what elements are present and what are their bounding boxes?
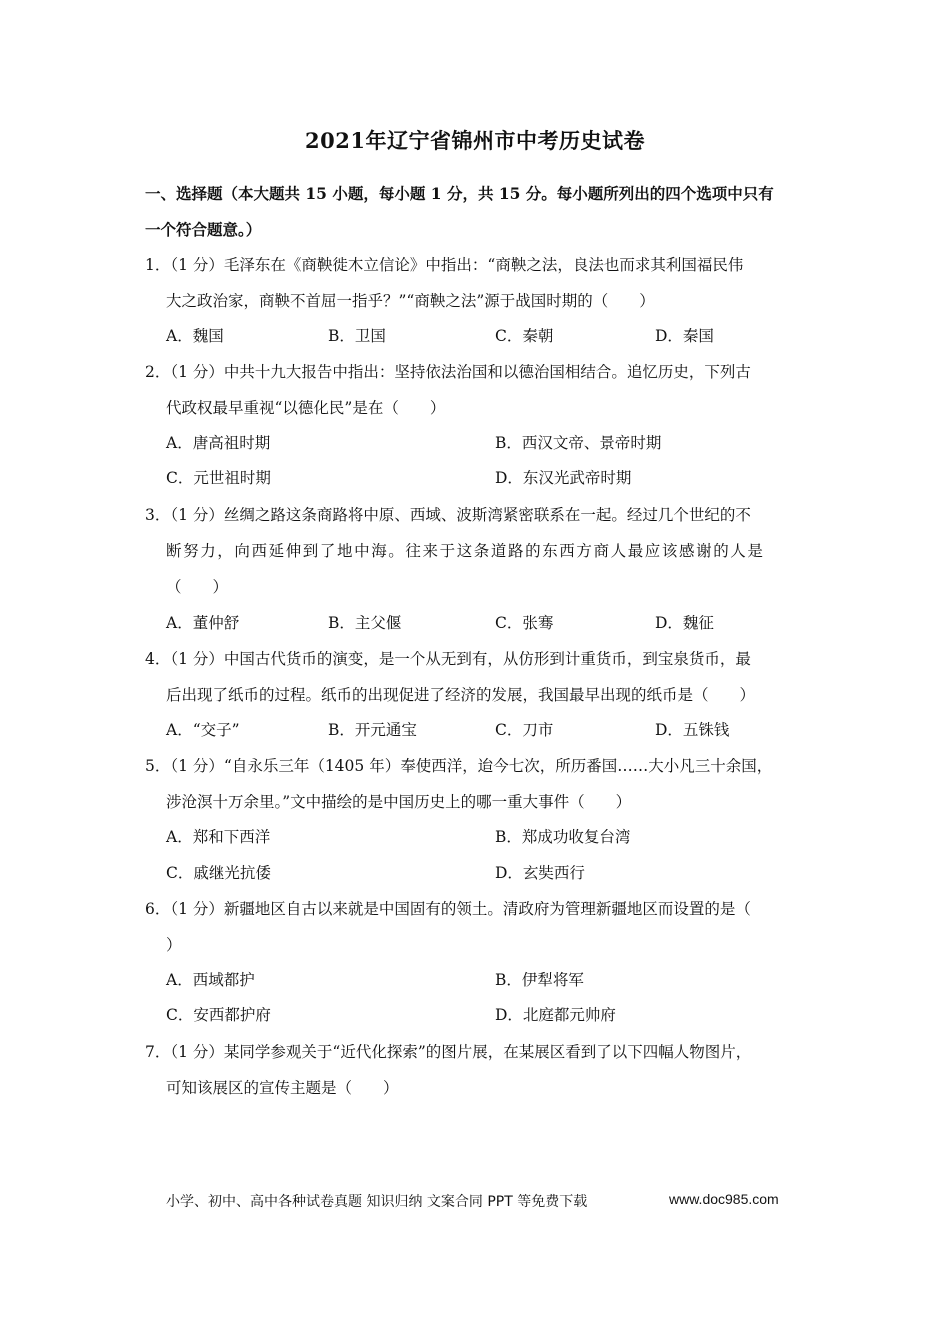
footer-site-link[interactable]: www.doc985.com: [669, 1191, 779, 1207]
question-3-line-3: （ ）: [166, 578, 229, 596]
question-4-line-1: 4．（1 分）中国古代货币的演变，是一个从无到有，从仿形到计重货币，到宝泉货币，最: [145, 650, 751, 668]
question-5-option-d[interactable]: D．玄奘西行: [495, 864, 585, 882]
question-6-line-1: 6．（1 分）新疆地区自古以来就是中国固有的领土。清政府为管理新疆地区而设置的是（: [145, 900, 751, 918]
question-2-option-d[interactable]: D．东汉光武帝时期: [495, 469, 632, 487]
question-2-option-b[interactable]: B．西汉文帝、景帝时期: [495, 434, 662, 452]
question-6-option-b[interactable]: B．伊犁将军: [495, 971, 584, 989]
question-2-option-c[interactable]: C．元世祖时期: [166, 469, 271, 487]
question-1-line-2: 大之政治家，商鞅不首屈一指乎？”“商鞅之法”源于战国时期的（ ）: [166, 292, 655, 310]
section-heading-line-1: 一、选择题（本大题共 15 小题，每小题 1 分，共 15 分。每小题所列出的四个选项中只有: [145, 184, 774, 203]
question-2-line-1: 2．（1 分）中共十九大报告中指出：坚持依法治国和以德治国相结合。追忆历史，下列古: [145, 363, 751, 381]
question-1-line-1: 1．（1 分）毛泽东在《商鞅徙木立信论》中指出：“商鞅之法，良法也而求其利国福民伟: [145, 256, 744, 274]
question-3-line-2: 断努力，向西延伸到了地中海。往来于这条道路的东西方商人最应该感谢的人是: [166, 542, 765, 560]
question-4-option-b[interactable]: B．开元通宝: [328, 721, 417, 739]
question-6-option-a[interactable]: A．西域都护: [166, 971, 255, 989]
question-4-option-d[interactable]: D．五铢钱: [655, 721, 730, 739]
question-3-option-c[interactable]: C．张骞: [495, 614, 554, 632]
question-3-line-1: 3．（1 分）丝绸之路这条商路将中原、西域、波斯湾紧密联系在一起。经过几个世纪的不: [145, 506, 751, 524]
question-4-option-a[interactable]: A．“交子”: [166, 721, 240, 739]
question-5-option-a[interactable]: A．郑和下西洋: [166, 828, 271, 846]
question-2-option-a[interactable]: A．唐高祖时期: [166, 434, 271, 452]
question-6-option-d[interactable]: D．北庭都元帅府: [495, 1006, 616, 1024]
question-2-line-2: 代政权最早重视“以德化民”是在（ ）: [166, 399, 446, 417]
question-3-option-d[interactable]: D．魏征: [655, 614, 714, 632]
question-5-line-2: 涉沧溟十万余里。”文中描绘的是中国历史上的哪一重大事件（ ）: [166, 793, 632, 811]
question-5-option-b[interactable]: B．郑成功收复台湾: [495, 828, 631, 846]
question-1-option-b[interactable]: B．卫国: [328, 327, 386, 345]
question-4-option-c[interactable]: C．刀市: [495, 721, 554, 739]
question-1-option-c[interactable]: C．秦朝: [495, 327, 554, 345]
page-footer: [166, 1191, 779, 1211]
footer-text: 小学、初中、高中各种试卷真题 知识归纳 文案合同 PPT 等免费下载: [166, 1194, 588, 1210]
section-heading: [145, 176, 815, 248]
question-4-line-2: 后出现了纸币的过程。纸币的出现促进了经济的发展，我国最早出现的纸币是（ ）: [166, 686, 756, 704]
question-7-line-2: 可知该展区的宣传主题是（ ）: [166, 1079, 399, 1097]
section-heading-line-2: 一个符合题意。）: [145, 220, 262, 239]
page-title: 2021年辽宁省锦州市中考历史试卷: [305, 128, 645, 153]
question-5-line-1: 5．（1 分）“自永乐三年（1405 年）奉使西洋，迨今七次，所历番国……大小凡三十余国，: [145, 757, 773, 775]
question-3-option-b[interactable]: B．主父偃: [328, 614, 402, 632]
question-6-line-2: ）: [166, 936, 182, 954]
question-7-line-1: 7．（1 分）某同学参观关于“近代化探索”的图片展，在某展区看到了以下四幅人物图片，: [145, 1043, 752, 1061]
question-1-option-a[interactable]: A．魏国: [166, 327, 224, 345]
question-3-option-a[interactable]: A．董仲舒: [166, 614, 240, 632]
question-5-option-c[interactable]: C．戚继光抗倭: [166, 864, 271, 882]
question-1-option-d[interactable]: D．秦国: [655, 327, 714, 345]
question-6-option-c[interactable]: C．安西都护府: [166, 1006, 271, 1024]
